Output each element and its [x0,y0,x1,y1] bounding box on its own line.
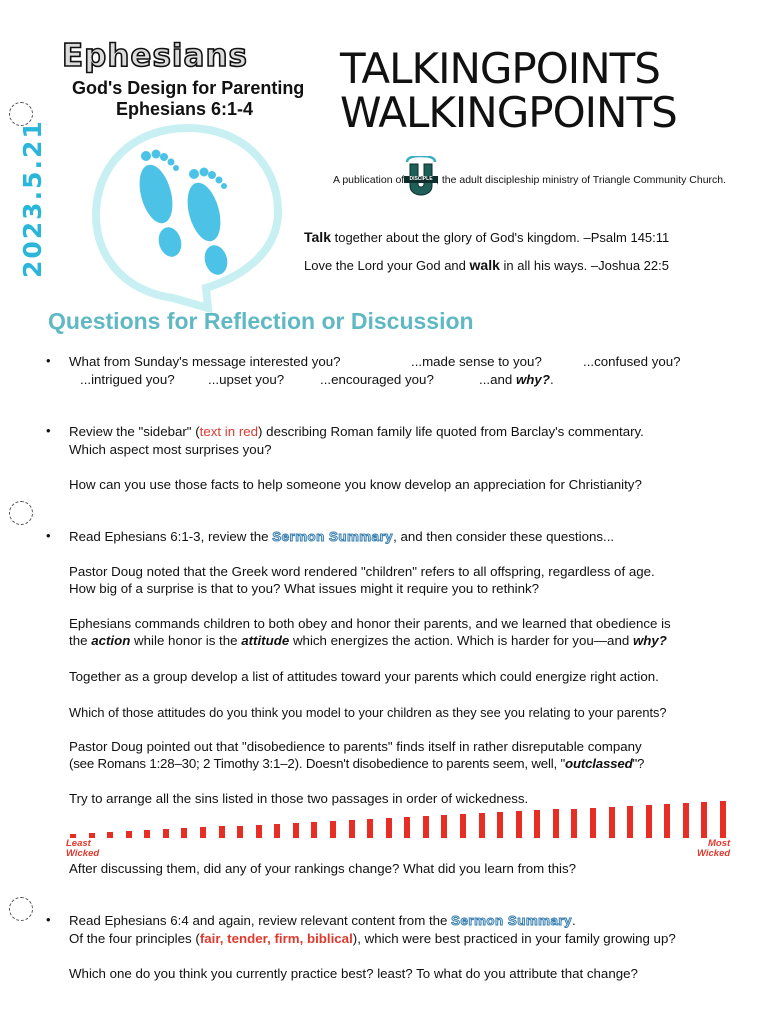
masthead-walkingpoints: WALKINGPOINTS [340,88,677,137]
scale-bar [571,809,577,838]
q3-p6: Try to arrange all the sins listed in those two passages in order of wickedness. [69,791,529,806]
q3-p5-line1: Pastor Doug pointed out that "disobedience to parents" finds itself in rather disreputable company [69,739,642,754]
subtitle-passage: Ephesians 6:1-4 [116,99,254,119]
disciple-u-logo: DISCIPLE [404,156,438,198]
binder-hole-2 [9,501,33,525]
scale-bar [274,824,280,838]
q3-p7: After discussing them, did any of your rankings change? What did you learn from this? [69,861,577,876]
scale-bar [497,812,503,838]
publication-suffix: , the adult discipleship ministry of Triangle Community Church. [436,174,727,186]
verse-joshua: Love the Lord your God and walk in all his ways. –Joshua 22:5 [304,257,669,273]
scale-bar [126,831,132,838]
q2-line2: Which aspect most surprises you? [69,442,272,457]
verse-psalm: Talk together about the glory of God's kingdom. –Psalm 145:11 [304,229,670,245]
q1-line2-a: ...intrigued you? [80,372,175,387]
scale-bar [646,805,652,838]
scale-bar [256,825,262,838]
q4-line3: Which one do you think you currently practice best? least? To what do you attribute that change? [69,966,638,981]
sermon-summary-link[interactable]: Sermon Summary [451,913,572,928]
q3-p4: Which of those attitudes do you think you model to your children as they see you relating to your parents? [69,705,667,720]
subtitle-topic: God's Design for Parenting [72,78,305,98]
q1-line2-c: ...encouraged you? [320,372,434,387]
scale-bar [386,818,392,838]
series-title: Ephesians [62,38,248,74]
scale-bar [181,828,187,838]
scale-bar [479,813,485,838]
scale-bar [293,823,299,838]
scale-bar [219,826,225,838]
q1-line1-b: ...made sense to you? [411,354,542,369]
scale-bar [460,814,466,838]
binder-hole-3 [9,897,33,921]
scale-bar [701,802,707,838]
scale-least-label: Least Wicked [66,838,100,859]
bullet-marker: • [46,353,51,368]
scale-bar [367,819,373,838]
scale-bar [404,817,410,838]
q4-line1: Read Ephesians 6:4 and again, review relevant content from the Sermon Summary. [69,913,576,928]
q4-line2: Of the four principles (fair, tender, firm, biblical), which were best practiced in your family growing up? [69,931,676,946]
bullet-marker: • [46,912,51,927]
scale-bar [720,801,726,838]
scale-bar [330,821,336,838]
q3-p2-line2: the action while honor is the attitude which energizes the action. Which is harder for you—and why? [69,633,667,648]
scale-bar [534,810,540,838]
publication-prefix: A publication of [333,174,405,186]
scale-most-label: Most Wicked [697,838,731,859]
scale-bar [311,822,317,838]
scale-bar [664,804,670,838]
q1-line2-b: ...upset you? [208,372,285,387]
scale-bar [553,809,559,838]
scale-bar [441,815,447,838]
q3-p1-line2: How big of a surprise is that to you? What issues might it require you to rethink? [69,581,540,596]
section-heading: Questions for Reflection or Discussion [48,308,474,334]
scale-bar [200,827,206,838]
scale-bar [590,808,596,838]
scale-bar [107,832,113,838]
q1-line1-a: What from Sunday's message interested you? [69,354,341,369]
scale-bar [627,806,633,838]
scale-bar [683,803,689,838]
scale-bar [349,820,355,838]
q3-p3: Together as a group develop a list of attitudes toward your parents which could energize right action. [69,669,659,684]
sermon-summary-link[interactable]: Sermon Summary [272,529,394,544]
scale-bar [516,811,522,838]
bullet-marker: • [46,423,51,438]
bullet-marker: • [46,528,51,543]
q3-p2-line1: Ephesians commands children to both obey and honor their parents, and we learned that obedience is [69,616,671,631]
scale-bar [423,816,429,838]
q3-p5-line2: (see Romans 1:28–30; 2 Timothy 3:1–2). Doesn't disobedience to parents seem, well, "outclassed"? [69,756,645,771]
scale-bar [609,807,615,838]
q2-line1: Review the "sidebar" (text in red) describing Roman family life quoted from Barclay's commentary. [69,424,644,439]
q1-line2-d: ...and why?. [479,372,554,387]
q2-line3: How can you use those facts to help someone you know develop an appreciation for Christianity? [69,477,642,492]
q1-line1-c: ...confused you? [583,354,681,369]
q3-line1: Read Ephesians 6:1-3, review the Sermon Summary, and then consider these questions... [69,529,615,544]
masthead-talkingpoints: TALKINGPOINTS [340,44,660,93]
issue-date: 2023.5.21 [18,119,47,278]
scale-bar [144,830,150,838]
scale-bar [237,826,243,838]
q3-p1-line1: Pastor Doug noted that the Greek word rendered "children" refers to all offspring, regardless of age. [69,564,655,579]
scale-bar [163,829,169,838]
speech-bubble-footprints-icon [88,120,288,320]
